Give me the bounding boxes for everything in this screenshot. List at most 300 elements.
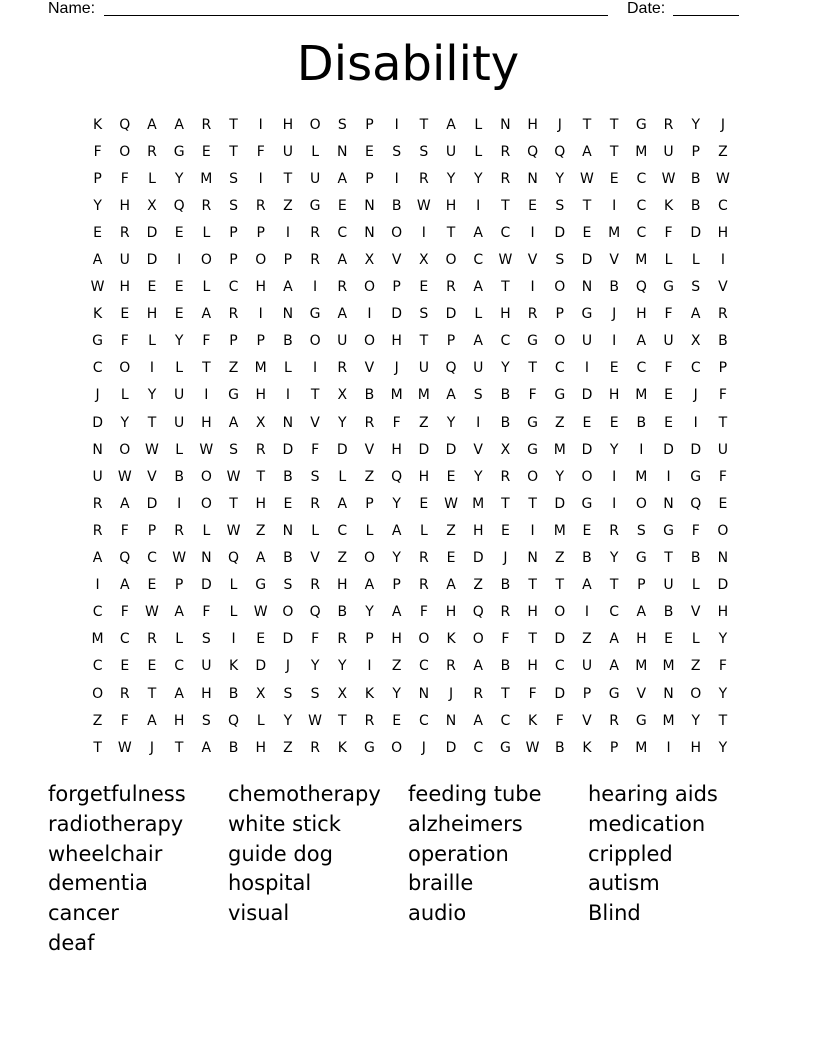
grid-letter[interactable]: Q bbox=[391, 468, 403, 485]
grid-letter[interactable]: P bbox=[229, 252, 238, 269]
grid-letter[interactable]: H bbox=[201, 685, 212, 702]
grid-letter[interactable]: C bbox=[228, 279, 239, 296]
grid-letter[interactable]: T bbox=[93, 739, 102, 756]
grid-letter[interactable]: V bbox=[147, 468, 157, 485]
grid-letter[interactable]: Y bbox=[473, 468, 483, 485]
grid-letter[interactable]: T bbox=[718, 712, 728, 729]
grid-letter[interactable]: I bbox=[258, 306, 263, 323]
grid-letter[interactable]: H bbox=[255, 739, 266, 756]
grid-letter[interactable]: Y bbox=[310, 658, 320, 675]
grid-letter[interactable]: D bbox=[445, 306, 457, 323]
grid-letter[interactable]: Q bbox=[635, 279, 647, 296]
grid-letter[interactable]: Z bbox=[419, 414, 429, 431]
grid-letter[interactable]: Z bbox=[473, 577, 484, 594]
grid-letter[interactable]: A bbox=[473, 224, 483, 241]
grid-letter[interactable]: N bbox=[92, 441, 103, 458]
grid-letter[interactable]: R bbox=[364, 712, 375, 729]
grid-letter[interactable]: O bbox=[200, 495, 212, 512]
grid-letter[interactable]: W bbox=[416, 197, 431, 214]
grid-letter[interactable]: A bbox=[283, 279, 293, 296]
grid-letter[interactable]: D bbox=[391, 306, 403, 323]
grid-letter[interactable]: M bbox=[635, 387, 648, 404]
grid-letter[interactable]: S bbox=[473, 387, 483, 404]
grid-letter[interactable]: O bbox=[309, 116, 321, 133]
grid-letter[interactable]: I bbox=[530, 224, 535, 241]
grid-letter[interactable]: B bbox=[391, 197, 402, 214]
grid-letter[interactable]: D bbox=[255, 658, 267, 675]
grid-letter[interactable]: Y bbox=[691, 712, 700, 729]
grid-letter[interactable]: R bbox=[119, 224, 130, 241]
grid-letter[interactable]: T bbox=[283, 170, 293, 187]
grid-letter[interactable]: S bbox=[310, 685, 320, 702]
grid-letter[interactable]: R bbox=[418, 550, 429, 567]
grid-letter[interactable]: O bbox=[554, 279, 566, 296]
grid-letter[interactable]: E bbox=[528, 197, 538, 214]
grid-letter[interactable]: F bbox=[120, 604, 129, 621]
grid-letter[interactable]: A bbox=[446, 116, 456, 133]
grid-letter[interactable]: A bbox=[582, 577, 592, 594]
grid-letter[interactable]: I bbox=[421, 224, 426, 241]
grid-letter[interactable]: W bbox=[145, 441, 159, 458]
grid-letter[interactable]: Q bbox=[309, 604, 321, 621]
grid-letter[interactable]: D bbox=[445, 739, 457, 756]
grid-letter[interactable]: A bbox=[609, 658, 619, 675]
grid-letter[interactable]: O bbox=[717, 522, 729, 539]
grid-letter[interactable]: N bbox=[282, 306, 294, 323]
grid-letter[interactable]: L bbox=[175, 360, 184, 377]
grid-letter[interactable]: D bbox=[554, 495, 566, 512]
grid-letter[interactable]: B bbox=[174, 468, 184, 485]
grid-letter[interactable]: F bbox=[202, 604, 211, 621]
grid-letter[interactable]: E bbox=[419, 279, 429, 296]
grid-letter[interactable]: A bbox=[337, 170, 348, 187]
grid-letter[interactable]: E bbox=[609, 170, 619, 187]
grid-letter[interactable]: M bbox=[390, 387, 403, 404]
grid-letter[interactable]: A bbox=[391, 604, 402, 621]
grid-letter[interactable]: S bbox=[201, 712, 211, 729]
grid-letter[interactable]: M bbox=[417, 387, 430, 404]
grid-letter[interactable]: C bbox=[636, 224, 647, 241]
grid-letter[interactable]: I bbox=[612, 333, 617, 350]
grid-letter[interactable]: M bbox=[553, 441, 566, 458]
grid-letter[interactable]: O bbox=[391, 739, 403, 756]
grid-letter[interactable]: I bbox=[693, 414, 698, 431]
grid-letter[interactable]: G bbox=[690, 468, 702, 485]
grid-letter[interactable]: D bbox=[282, 631, 294, 648]
grid-letter[interactable]: N bbox=[282, 522, 294, 539]
grid-letter[interactable]: Y bbox=[691, 116, 700, 133]
grid-letter[interactable]: H bbox=[255, 279, 266, 296]
grid-letter[interactable]: M bbox=[254, 360, 267, 377]
grid-letter[interactable]: P bbox=[446, 333, 456, 350]
grid-letter[interactable]: U bbox=[581, 333, 593, 350]
grid-letter[interactable]: I bbox=[476, 197, 481, 214]
grid-letter[interactable]: R bbox=[418, 170, 429, 187]
grid-letter[interactable]: A bbox=[473, 333, 483, 350]
grid-letter[interactable]: P bbox=[365, 495, 374, 512]
grid-letter[interactable]: Q bbox=[472, 604, 484, 621]
grid-letter[interactable]: K bbox=[663, 197, 674, 214]
grid-letter[interactable]: H bbox=[527, 116, 538, 133]
grid-letter[interactable]: D bbox=[717, 577, 729, 594]
grid-letter[interactable]: J bbox=[149, 739, 155, 756]
grid-letter[interactable]: E bbox=[664, 387, 673, 404]
grid-letter[interactable]: T bbox=[528, 495, 537, 512]
grid-letter[interactable]: Y bbox=[446, 414, 456, 431]
grid-letter[interactable]: Y bbox=[365, 604, 374, 621]
grid-letter[interactable]: N bbox=[418, 685, 430, 702]
grid-letter[interactable]: K bbox=[228, 658, 239, 675]
grid-letter[interactable]: E bbox=[419, 495, 429, 512]
grid-letter[interactable]: H bbox=[717, 224, 729, 241]
grid-letter[interactable]: Y bbox=[555, 468, 565, 485]
grid-letter[interactable]: N bbox=[445, 712, 457, 729]
grid-letter[interactable]: W bbox=[172, 550, 187, 567]
grid-letter[interactable]: C bbox=[500, 712, 511, 729]
grid-letter[interactable]: U bbox=[119, 252, 130, 269]
grid-letter[interactable]: R bbox=[446, 279, 456, 296]
grid-letter[interactable]: B bbox=[500, 577, 511, 594]
grid-letter[interactable]: H bbox=[717, 604, 729, 621]
grid-letter[interactable]: E bbox=[392, 712, 402, 729]
grid-letter[interactable]: O bbox=[472, 631, 484, 648]
grid-letter[interactable]: L bbox=[691, 577, 700, 594]
grid-letter[interactable]: H bbox=[636, 306, 647, 323]
grid-letter[interactable]: L bbox=[338, 468, 347, 485]
grid-letter[interactable]: W bbox=[117, 468, 132, 485]
grid-letter[interactable]: M bbox=[635, 739, 648, 756]
grid-letter[interactable]: E bbox=[446, 550, 456, 567]
grid-letter[interactable]: W bbox=[498, 252, 513, 269]
grid-letter[interactable]: R bbox=[201, 116, 212, 133]
grid-letter[interactable]: V bbox=[391, 252, 402, 269]
grid-letter[interactable]: S bbox=[691, 279, 701, 296]
grid-letter[interactable]: P bbox=[392, 279, 401, 296]
grid-letter[interactable]: F bbox=[718, 468, 727, 485]
grid-letter[interactable]: X bbox=[255, 685, 266, 702]
grid-letter[interactable]: E bbox=[147, 279, 157, 296]
grid-letter[interactable]: F bbox=[202, 333, 211, 350]
grid-letter[interactable]: O bbox=[581, 468, 593, 485]
grid-letter[interactable]: M bbox=[635, 143, 648, 160]
grid-letter[interactable]: B bbox=[500, 387, 511, 404]
grid-letter[interactable]: R bbox=[500, 170, 511, 187]
grid-letter[interactable]: R bbox=[718, 306, 728, 323]
grid-letter[interactable]: Y bbox=[501, 360, 510, 377]
grid-letter[interactable]: D bbox=[581, 441, 593, 458]
grid-letter[interactable]: B bbox=[663, 604, 674, 621]
grid-letter[interactable]: N bbox=[282, 414, 294, 431]
grid-letter[interactable]: A bbox=[690, 306, 701, 323]
grid-letter[interactable]: S bbox=[229, 441, 238, 458]
grid-letter[interactable]: G bbox=[309, 197, 321, 214]
grid-letter[interactable]: L bbox=[202, 224, 211, 241]
grid-letter[interactable]: P bbox=[365, 116, 374, 133]
grid-letter[interactable]: K bbox=[93, 306, 103, 323]
grid-letter[interactable]: G bbox=[663, 279, 674, 296]
grid-letter[interactable]: Y bbox=[718, 631, 728, 648]
grid-letter[interactable]: R bbox=[418, 577, 429, 594]
grid-letter[interactable]: B bbox=[554, 739, 565, 756]
grid-letter[interactable]: Z bbox=[283, 197, 293, 214]
grid-letter[interactable]: H bbox=[445, 604, 457, 621]
grid-letter[interactable]: G bbox=[499, 739, 511, 756]
grid-letter[interactable]: I bbox=[584, 360, 590, 377]
grid-letter[interactable]: L bbox=[365, 522, 374, 539]
grid-letter[interactable]: L bbox=[229, 604, 238, 621]
grid-letter[interactable]: K bbox=[93, 116, 103, 133]
grid-letter[interactable]: V bbox=[310, 414, 320, 431]
grid-letter[interactable]: G bbox=[527, 414, 539, 431]
grid-letter[interactable]: R bbox=[92, 522, 103, 539]
grid-letter[interactable]: I bbox=[639, 441, 644, 458]
grid-letter[interactable]: T bbox=[528, 577, 537, 594]
grid-letter[interactable]: F bbox=[311, 441, 320, 458]
grid-letter[interactable]: H bbox=[527, 604, 538, 621]
grid-letter[interactable]: A bbox=[174, 685, 184, 702]
grid-letter[interactable]: B bbox=[582, 550, 592, 567]
grid-letter[interactable]: I bbox=[476, 414, 481, 431]
grid-letter[interactable]: E bbox=[174, 306, 184, 323]
grid-letter[interactable]: B bbox=[364, 387, 375, 404]
grid-letter[interactable]: Z bbox=[391, 658, 402, 675]
grid-letter[interactable]: A bbox=[473, 658, 483, 675]
grid-letter[interactable]: C bbox=[636, 360, 647, 377]
grid-letter[interactable]: P bbox=[555, 306, 564, 323]
grid-letter[interactable]: C bbox=[690, 360, 701, 377]
grid-letter[interactable]: R bbox=[147, 143, 157, 160]
grid-letter[interactable]: P bbox=[283, 252, 293, 269]
grid-letter[interactable]: R bbox=[310, 739, 320, 756]
grid-letter[interactable]: O bbox=[554, 604, 566, 621]
grid-letter[interactable]: P bbox=[718, 360, 728, 377]
grid-letter[interactable]: R bbox=[174, 522, 185, 539]
grid-letter[interactable]: A bbox=[119, 495, 130, 512]
grid-letter[interactable]: N bbox=[717, 550, 729, 567]
grid-letter[interactable]: L bbox=[256, 712, 265, 729]
grid-letter[interactable]: H bbox=[201, 414, 212, 431]
grid-letter[interactable]: T bbox=[229, 495, 238, 512]
grid-letter[interactable]: H bbox=[527, 658, 538, 675]
grid-letter[interactable]: U bbox=[174, 414, 185, 431]
grid-letter[interactable]: L bbox=[691, 631, 700, 648]
grid-letter[interactable]: W bbox=[715, 170, 730, 187]
grid-letter[interactable]: T bbox=[555, 577, 565, 594]
grid-letter[interactable]: N bbox=[364, 197, 375, 214]
grid-letter[interactable]: H bbox=[445, 197, 457, 214]
grid-letter[interactable]: F bbox=[120, 333, 129, 350]
grid-letter[interactable]: G bbox=[527, 441, 539, 458]
grid-letter[interactable]: F bbox=[718, 387, 727, 404]
grid-letter[interactable]: U bbox=[473, 360, 484, 377]
grid-letter[interactable]: N bbox=[663, 685, 674, 702]
grid-letter[interactable]: V bbox=[718, 279, 728, 296]
grid-letter[interactable]: E bbox=[174, 224, 184, 241]
grid-letter[interactable]: O bbox=[635, 495, 647, 512]
grid-letter[interactable]: Q bbox=[527, 143, 539, 160]
grid-letter[interactable]: H bbox=[173, 712, 185, 729]
grid-letter[interactable]: F bbox=[718, 658, 727, 675]
grid-letter[interactable]: E bbox=[718, 495, 728, 512]
grid-letter[interactable]: H bbox=[255, 495, 266, 512]
grid-letter[interactable]: F bbox=[256, 143, 265, 160]
grid-letter[interactable]: Y bbox=[120, 414, 130, 431]
grid-letter[interactable]: T bbox=[609, 577, 619, 594]
grid-letter[interactable]: Y bbox=[392, 550, 401, 567]
grid-letter[interactable]: R bbox=[228, 306, 239, 323]
grid-letter[interactable]: B bbox=[500, 658, 511, 675]
grid-letter[interactable]: T bbox=[256, 468, 265, 485]
grid-letter[interactable]: I bbox=[285, 224, 290, 241]
grid-letter[interactable]: F bbox=[120, 522, 129, 539]
grid-letter[interactable]: R bbox=[473, 685, 484, 702]
grid-letter[interactable]: F bbox=[311, 631, 320, 648]
grid-letter[interactable]: G bbox=[255, 577, 267, 594]
grid-letter[interactable]: U bbox=[282, 143, 294, 160]
grid-letter[interactable]: L bbox=[175, 631, 184, 648]
grid-letter[interactable]: C bbox=[500, 224, 511, 241]
grid-letter[interactable]: V bbox=[690, 604, 701, 621]
grid-letter[interactable]: P bbox=[229, 333, 238, 350]
grid-letter[interactable]: J bbox=[720, 116, 725, 133]
grid-letter[interactable]: T bbox=[528, 631, 537, 648]
grid-letter[interactable]: T bbox=[338, 712, 347, 729]
grid-letter[interactable]: J bbox=[448, 685, 454, 702]
grid-letter[interactable]: X bbox=[337, 685, 348, 702]
grid-letter[interactable]: H bbox=[119, 279, 131, 296]
grid-letter[interactable]: F bbox=[528, 685, 537, 702]
grid-letter[interactable]: I bbox=[530, 279, 535, 296]
grid-letter[interactable]: T bbox=[419, 116, 429, 133]
grid-letter[interactable]: G bbox=[364, 739, 375, 756]
grid-letter[interactable]: D bbox=[92, 414, 103, 431]
grid-letter[interactable]: M bbox=[635, 252, 648, 269]
grid-letter[interactable]: U bbox=[445, 143, 457, 160]
grid-letter[interactable]: G bbox=[581, 306, 593, 323]
grid-letter[interactable]: M bbox=[635, 658, 648, 675]
grid-letter[interactable]: A bbox=[119, 577, 130, 594]
grid-letter[interactable]: M bbox=[200, 170, 213, 187]
grid-letter[interactable]: L bbox=[202, 279, 211, 296]
grid-letter[interactable]: E bbox=[664, 414, 673, 431]
grid-letter[interactable]: V bbox=[364, 441, 375, 458]
grid-letter[interactable]: A bbox=[364, 577, 375, 594]
grid-letter[interactable]: F bbox=[93, 143, 102, 160]
grid-letter[interactable]: T bbox=[229, 116, 238, 133]
grid-letter[interactable]: I bbox=[285, 387, 290, 404]
grid-letter[interactable]: F bbox=[392, 414, 401, 431]
grid-letter[interactable]: B bbox=[283, 333, 293, 350]
grid-letter[interactable]: R bbox=[147, 631, 157, 648]
grid-letter[interactable]: A bbox=[147, 116, 157, 133]
grid-letter[interactable]: E bbox=[256, 631, 266, 648]
grid-letter[interactable]: M bbox=[635, 468, 648, 485]
grid-letter[interactable]: A bbox=[473, 279, 483, 296]
grid-letter[interactable]: Z bbox=[337, 550, 348, 567]
grid-letter[interactable]: E bbox=[337, 197, 347, 214]
grid-letter[interactable]: T bbox=[664, 550, 673, 567]
grid-letter[interactable]: F bbox=[501, 631, 510, 648]
grid-letter[interactable]: I bbox=[666, 468, 671, 485]
grid-letter[interactable]: B bbox=[228, 685, 239, 702]
grid-letter[interactable]: Z bbox=[92, 712, 103, 729]
grid-letter[interactable]: F bbox=[691, 522, 700, 539]
grid-letter[interactable]: O bbox=[119, 441, 131, 458]
grid-letter[interactable]: O bbox=[363, 279, 375, 296]
grid-letter[interactable]: L bbox=[474, 116, 483, 133]
grid-letter[interactable]: M bbox=[662, 658, 675, 675]
grid-letter[interactable]: Y bbox=[93, 197, 102, 214]
grid-letter[interactable]: E bbox=[365, 143, 374, 160]
grid-letter[interactable]: W bbox=[90, 279, 105, 296]
grid-letter[interactable]: I bbox=[258, 116, 263, 133]
grid-letter[interactable]: T bbox=[718, 414, 728, 431]
grid-letter[interactable]: T bbox=[202, 360, 211, 377]
grid-letter[interactable]: G bbox=[92, 333, 104, 350]
grid-letter[interactable]: T bbox=[528, 360, 537, 377]
grid-letter[interactable]: L bbox=[419, 522, 428, 539]
grid-letter[interactable]: A bbox=[255, 550, 266, 567]
grid-letter[interactable]: T bbox=[419, 333, 429, 350]
grid-letter[interactable]: C bbox=[337, 522, 348, 539]
grid-letter[interactable]: P bbox=[229, 224, 238, 241]
grid-letter[interactable]: S bbox=[229, 197, 238, 214]
grid-letter[interactable]: B bbox=[690, 197, 701, 214]
grid-letter[interactable]: R bbox=[201, 197, 212, 214]
grid-letter[interactable]: H bbox=[391, 333, 402, 350]
grid-letter[interactable]: Y bbox=[392, 495, 401, 512]
grid-letter[interactable]: R bbox=[255, 441, 266, 458]
grid-letter[interactable]: R bbox=[609, 522, 620, 539]
grid-letter[interactable]: R bbox=[255, 197, 266, 214]
grid-letter[interactable]: K bbox=[364, 685, 375, 702]
grid-letter[interactable]: C bbox=[418, 658, 429, 675]
grid-letter[interactable]: E bbox=[147, 658, 157, 675]
grid-letter[interactable]: B bbox=[228, 739, 239, 756]
grid-letter[interactable]: X bbox=[419, 252, 429, 269]
grid-letter[interactable]: W bbox=[525, 739, 540, 756]
grid-letter[interactable]: B bbox=[690, 170, 701, 187]
grid-letter[interactable]: Y bbox=[283, 712, 293, 729]
grid-letter[interactable]: I bbox=[367, 306, 372, 323]
grid-letter[interactable]: W bbox=[117, 739, 132, 756]
grid-letter[interactable]: Z bbox=[554, 550, 565, 567]
grid-letter[interactable]: S bbox=[555, 252, 565, 269]
grid-letter[interactable]: W bbox=[199, 441, 214, 458]
grid-letter[interactable]: S bbox=[419, 306, 429, 323]
name-blank-line[interactable] bbox=[104, 15, 608, 16]
grid-letter[interactable]: R bbox=[500, 604, 511, 621]
grid-letter[interactable]: W bbox=[253, 604, 268, 621]
grid-letter[interactable]: B bbox=[283, 550, 293, 567]
grid-letter[interactable]: E bbox=[582, 522, 592, 539]
grid-letter[interactable]: Y bbox=[555, 170, 565, 187]
grid-letter[interactable]: U bbox=[663, 143, 674, 160]
grid-letter[interactable]: L bbox=[120, 387, 129, 404]
grid-letter[interactable]: W bbox=[308, 712, 323, 729]
grid-letter[interactable]: P bbox=[392, 577, 401, 594]
grid-letter[interactable]: I bbox=[313, 279, 318, 296]
grid-letter[interactable]: D bbox=[581, 252, 593, 269]
grid-letter[interactable]: P bbox=[582, 685, 592, 702]
grid-letter[interactable]: A bbox=[391, 522, 402, 539]
grid-letter[interactable]: M bbox=[91, 631, 104, 648]
grid-letter[interactable]: D bbox=[581, 387, 593, 404]
grid-letter[interactable]: N bbox=[581, 279, 593, 296]
grid-letter[interactable]: Y bbox=[174, 333, 184, 350]
grid-letter[interactable]: K bbox=[337, 739, 347, 756]
grid-letter[interactable]: E bbox=[201, 143, 211, 160]
